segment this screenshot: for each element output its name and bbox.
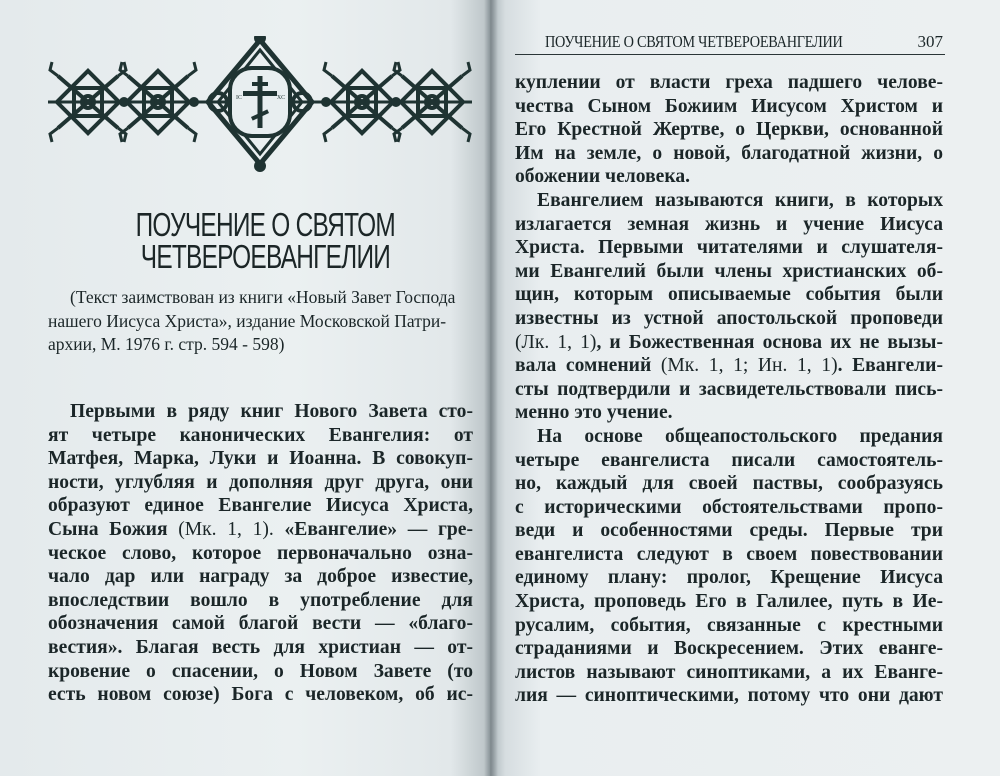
text-segment: Христа. Первыми читателями и слушателя-: [515, 237, 943, 259]
text-line: [515, 307, 943, 331]
text-line: [515, 260, 943, 284]
text-segment: страданиями и Воскресением. Этих еванге-: [515, 638, 943, 660]
scripture-reference: (Мк. 1, 1).: [178, 518, 274, 540]
text-segment: ческое слово, которое первоначально озна-: [48, 542, 473, 564]
text-segment: обозначения самой благой вести — «благо-: [48, 613, 473, 635]
text-segment: менно это учение.: [515, 402, 673, 424]
text-segment: есть новом союзе) Бога с человеком, об ис-: [48, 684, 473, 706]
left-body-text: [48, 400, 473, 707]
citation-line: [48, 286, 473, 310]
text-line: [48, 683, 473, 707]
text-line: [515, 425, 943, 449]
text-line: [48, 660, 473, 684]
text-line: [515, 118, 943, 142]
text-line: [48, 494, 473, 518]
left-page: [0, 0, 490, 776]
text-line: [48, 565, 473, 589]
chapter-title-line-1: [50, 206, 480, 243]
cross-icon: [243, 91, 277, 96]
text-line: [48, 400, 473, 424]
ornament-leaf: [188, 62, 196, 76]
ornament-bead: [391, 97, 401, 107]
right-body-text: [515, 71, 943, 708]
text-segment: ности, углубляя и дополняя друг друга, они: [48, 471, 473, 493]
text-segment: Матфея, Марка, Луки и Иоанна. В совокуп-: [48, 448, 473, 470]
ornament-bead: [119, 97, 129, 107]
text-segment: Евангелием называются книги, в которых: [537, 189, 943, 211]
ornament-bead: [321, 97, 331, 107]
text-segment: русалим, события, связанные с крестными: [515, 614, 943, 636]
text-line: [515, 378, 943, 402]
chapter-title-line-2: [50, 238, 480, 275]
running-head-title: ПОУЧЕНИЕ О СВЯТОМ ЧЕТВЕРОЕВАНГЕЛИИ: [545, 32, 843, 51]
text-segment: «Евангелие» — гре-: [273, 518, 474, 540]
text-segment: лия — синоптическими, потому что они дают: [515, 685, 943, 707]
text-segment: ми Евангелий были члены христианских об-: [515, 260, 943, 282]
text-segment: сты подтвердили и засвидетельствовали пись-: [515, 378, 943, 400]
ornament-finial: [254, 160, 266, 172]
text-line: [515, 543, 943, 567]
text-segment: ят четыре канонических Евангелия: от: [48, 424, 473, 446]
text-line: [515, 401, 943, 425]
text-line: [48, 636, 473, 660]
text-line: [515, 236, 943, 260]
ornament-leaf: [50, 128, 58, 142]
ornament-leaf: [462, 128, 470, 142]
chapter-title-text: ЧЕТВЕРОЕВАНГЕЛИИ: [140, 238, 390, 275]
text-segment: На основе общеапостольского предания: [537, 425, 943, 447]
text-line: [515, 354, 943, 378]
text-line: [48, 589, 473, 613]
cross-icon: [252, 82, 268, 86]
text-line: [48, 424, 473, 448]
text-line: [515, 71, 943, 95]
text-segment: единому плану: пролог, Крещение Иисуса: [515, 567, 943, 589]
text-line: [515, 213, 943, 237]
text-segment: Первыми в ряду книг Нового Завета сто-: [70, 401, 473, 422]
text-segment: Им на земле, о новой, благодатной жизни, о: [515, 142, 943, 164]
text-line: [48, 471, 473, 495]
book-gutter: [484, 0, 498, 776]
text-line: [515, 590, 943, 614]
text-segment: листов называют синоптиками, а их Еванге-: [515, 661, 943, 683]
ornament-leaf: [324, 128, 332, 142]
citation-text: нашего Иисуса Христа», издание Московской Патри-: [48, 310, 447, 331]
ornament-leaf: [50, 62, 58, 76]
orthodox-cross-ornament-icon: [40, 36, 480, 176]
citation-line: [48, 333, 473, 357]
text-segment: известны из устной апостольской проповеди: [515, 307, 943, 329]
text-segment: щин, которым описываемые события были: [515, 284, 943, 306]
text-line: [515, 95, 943, 119]
text-segment: чества Сыном Божиим Иисусом Христом и: [515, 95, 943, 117]
ornament-bead: [189, 97, 199, 107]
text-segment: четыре евангелиста писали самостоятель-: [515, 449, 943, 471]
text-segment: вестия». Благая весть для христиан — от-: [48, 636, 473, 658]
text-segment: с историческими обстоятельствами пропо-: [515, 496, 943, 518]
scripture-reference: (Мк. 1, 1; Ин. 1, 1): [660, 355, 838, 377]
text-segment: впоследствии вошло в употребление для: [48, 589, 473, 611]
text-segment: образуют единое Евангелие Иисуса Христа,: [48, 495, 473, 517]
text-segment: обожении человека.: [515, 166, 691, 188]
text-segment: но, каждый для своей паствы, сообразуясь: [515, 473, 943, 495]
text-line: [515, 519, 943, 543]
text-line: [515, 566, 943, 590]
text-segment: вала сомнений: [515, 355, 661, 377]
chapter-title-text: ПОУЧЕНИЕ О СВЯТОМ: [135, 206, 395, 243]
text-line: [48, 518, 473, 542]
text-segment: Сына Божия: [48, 518, 179, 540]
source-citation: [48, 286, 473, 357]
text-line: [515, 189, 943, 213]
ornament-leaf: [188, 128, 196, 142]
text-segment: чало дар или награду за доброе известие,: [48, 566, 473, 588]
text-line: [515, 684, 943, 708]
text-line: [515, 449, 943, 473]
text-line: [48, 542, 473, 566]
running-head: [515, 32, 945, 55]
text-line: [515, 472, 943, 496]
text-segment: Его Крестной Жертве, о Церкви, основанной: [515, 119, 943, 141]
ornament-leaf: [462, 62, 470, 76]
text-line: [515, 614, 943, 638]
text-segment: , и Божественная основа их не вызы-: [596, 331, 944, 353]
text-line: [515, 331, 943, 355]
text-segment: излагается земная жизнь и учение Иисуса: [515, 213, 943, 235]
text-line: [515, 661, 943, 685]
citation-text: архии, М. 1976 г. стр. 594 - 598): [48, 334, 285, 355]
text-segment: куплении от власти греха падшего челове-: [515, 72, 943, 93]
text-segment: кровение о спасении, о Новом Завете (то: [48, 660, 473, 682]
citation-line: [48, 310, 473, 334]
cross-letters: IC: [236, 95, 242, 101]
scripture-reference: (Лк. 1, 1): [515, 331, 597, 353]
cross-letters: XC: [276, 95, 286, 101]
text-line: [48, 612, 473, 636]
text-line: [48, 447, 473, 471]
text-line: [515, 165, 943, 189]
text-line: [515, 142, 943, 166]
text-segment: веди и особенностями среды. Первые три: [515, 520, 943, 542]
text-line: [515, 496, 943, 520]
page-number: 307: [917, 32, 943, 51]
text-line: [515, 283, 943, 307]
text-segment: . Евангели-: [837, 355, 943, 377]
text-segment: Христа, проповедь Его в Галилее, путь в Ие-: [515, 591, 943, 613]
citation-text: (Текст заимствован из книги «Новый Завет Господа: [70, 287, 456, 307]
ornament-leaf: [324, 62, 332, 76]
text-segment: евангелиста следуют в своем повествовании: [515, 543, 943, 565]
text-line: [515, 637, 943, 661]
